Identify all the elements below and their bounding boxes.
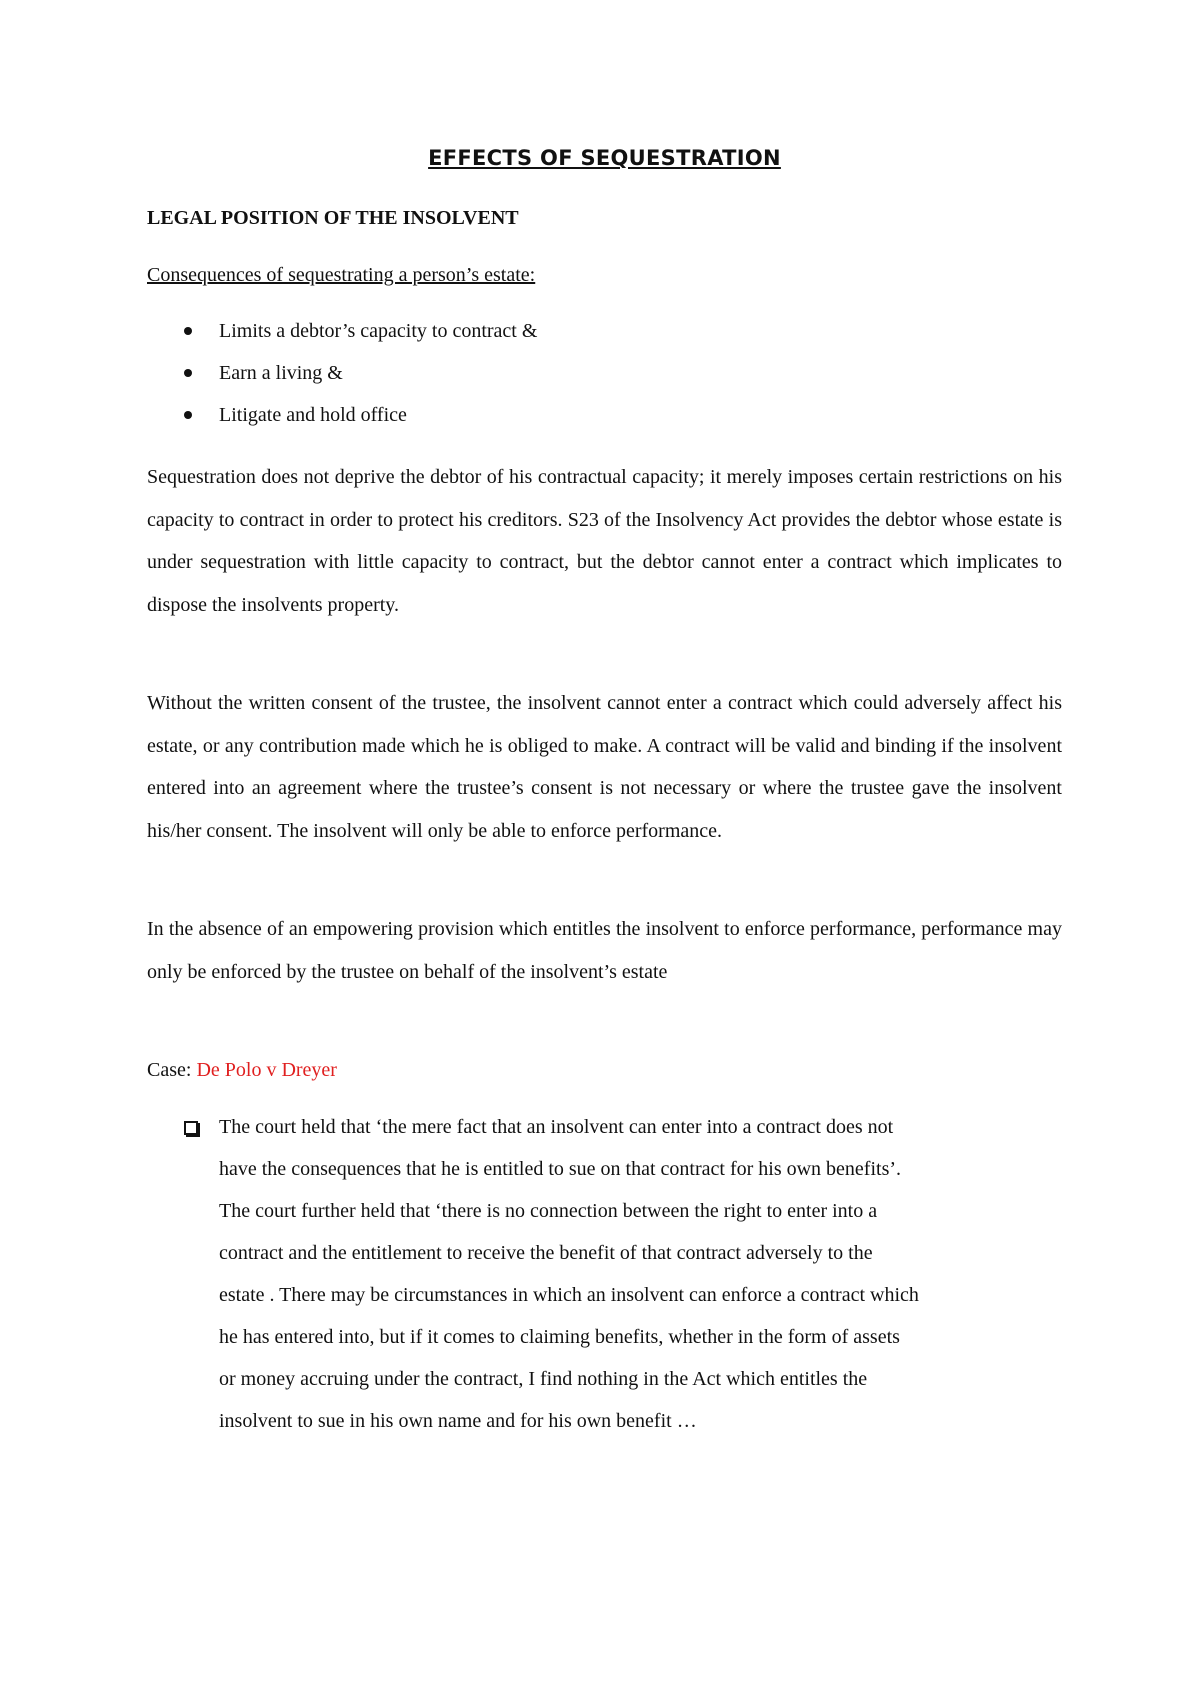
- paragraph-contractual-capacity: Sequestration does not deprive the debtor of his contractual capacity; it merely imposes certain restrictions on his capacity to contract in order to protect his creditors. S23 of the Insolvency Act provides the debtor whose estate is under sequestration with little capacity to contract, but the debtor cannot enter a contract which implicates to dispose the insolvents property.: [147, 466, 1062, 616]
- case-name: De Polo v Dreyer: [196, 1059, 337, 1081]
- case-label: Case:: [147, 1059, 197, 1081]
- bullet-icon: [184, 369, 192, 377]
- case-quote: The court held that ‘the mere fact that an insolvent can enter into a contract does not have the consequences that he is entitled to sue on that contract for his own benefits’. The court further held that ‘there is no connection between the right to enter into a contract and the entitlement to receive the benefit of that contract adversely to the estate . There may be circumstances in which an insolvent can enforce a contract which he has entered into, but if it comes to claiming benefits, whether in the form of assets or money accruing under the contract, I find nothing in the Act which entitles the insolvent to sue in his own name and for his own benefit …: [219, 1116, 919, 1432]
- list-item-text: Limits a debtor’s capacity to contract &: [219, 320, 538, 342]
- checkbox-bullet-icon: [184, 1121, 198, 1135]
- section-heading: LEGAL POSITION OF THE INSOLVENT: [147, 207, 519, 229]
- consequences-list: [147, 318, 537, 444]
- bullet-icon: [184, 327, 192, 335]
- paragraph-enforcement: In the absence of an empowering provision which entitles the insolvent to enforce performance, performance may only be enforced by the trustee on behalf of the insolvent’s estate: [147, 918, 1062, 983]
- list-item: [147, 402, 537, 444]
- case-reference: [147, 1059, 337, 1082]
- paragraph-trustee-consent: Without the written consent of the trustee, the insolvent cannot enter a contract which could adversely affect his estate, or any contribution made which he is obliged to make. A contract will be valid and binding if the insolvent entered into an agreement where the trustee’s consent is not necessary or where the trustee gave the insolvent his/her consent. The insolvent will only be able to enforce performance.: [147, 692, 1062, 842]
- bullet-icon: [184, 411, 192, 419]
- list-item: [147, 318, 537, 360]
- document-title: EFFECTS OF SEQUESTRATION: [428, 146, 781, 170]
- consequences-subheading: Consequences of sequestrating a person’s estate:: [147, 264, 536, 286]
- list-item-text: Litigate and hold office: [219, 404, 407, 426]
- list-item-text: Earn a living &: [219, 362, 343, 384]
- list-item: [147, 360, 537, 402]
